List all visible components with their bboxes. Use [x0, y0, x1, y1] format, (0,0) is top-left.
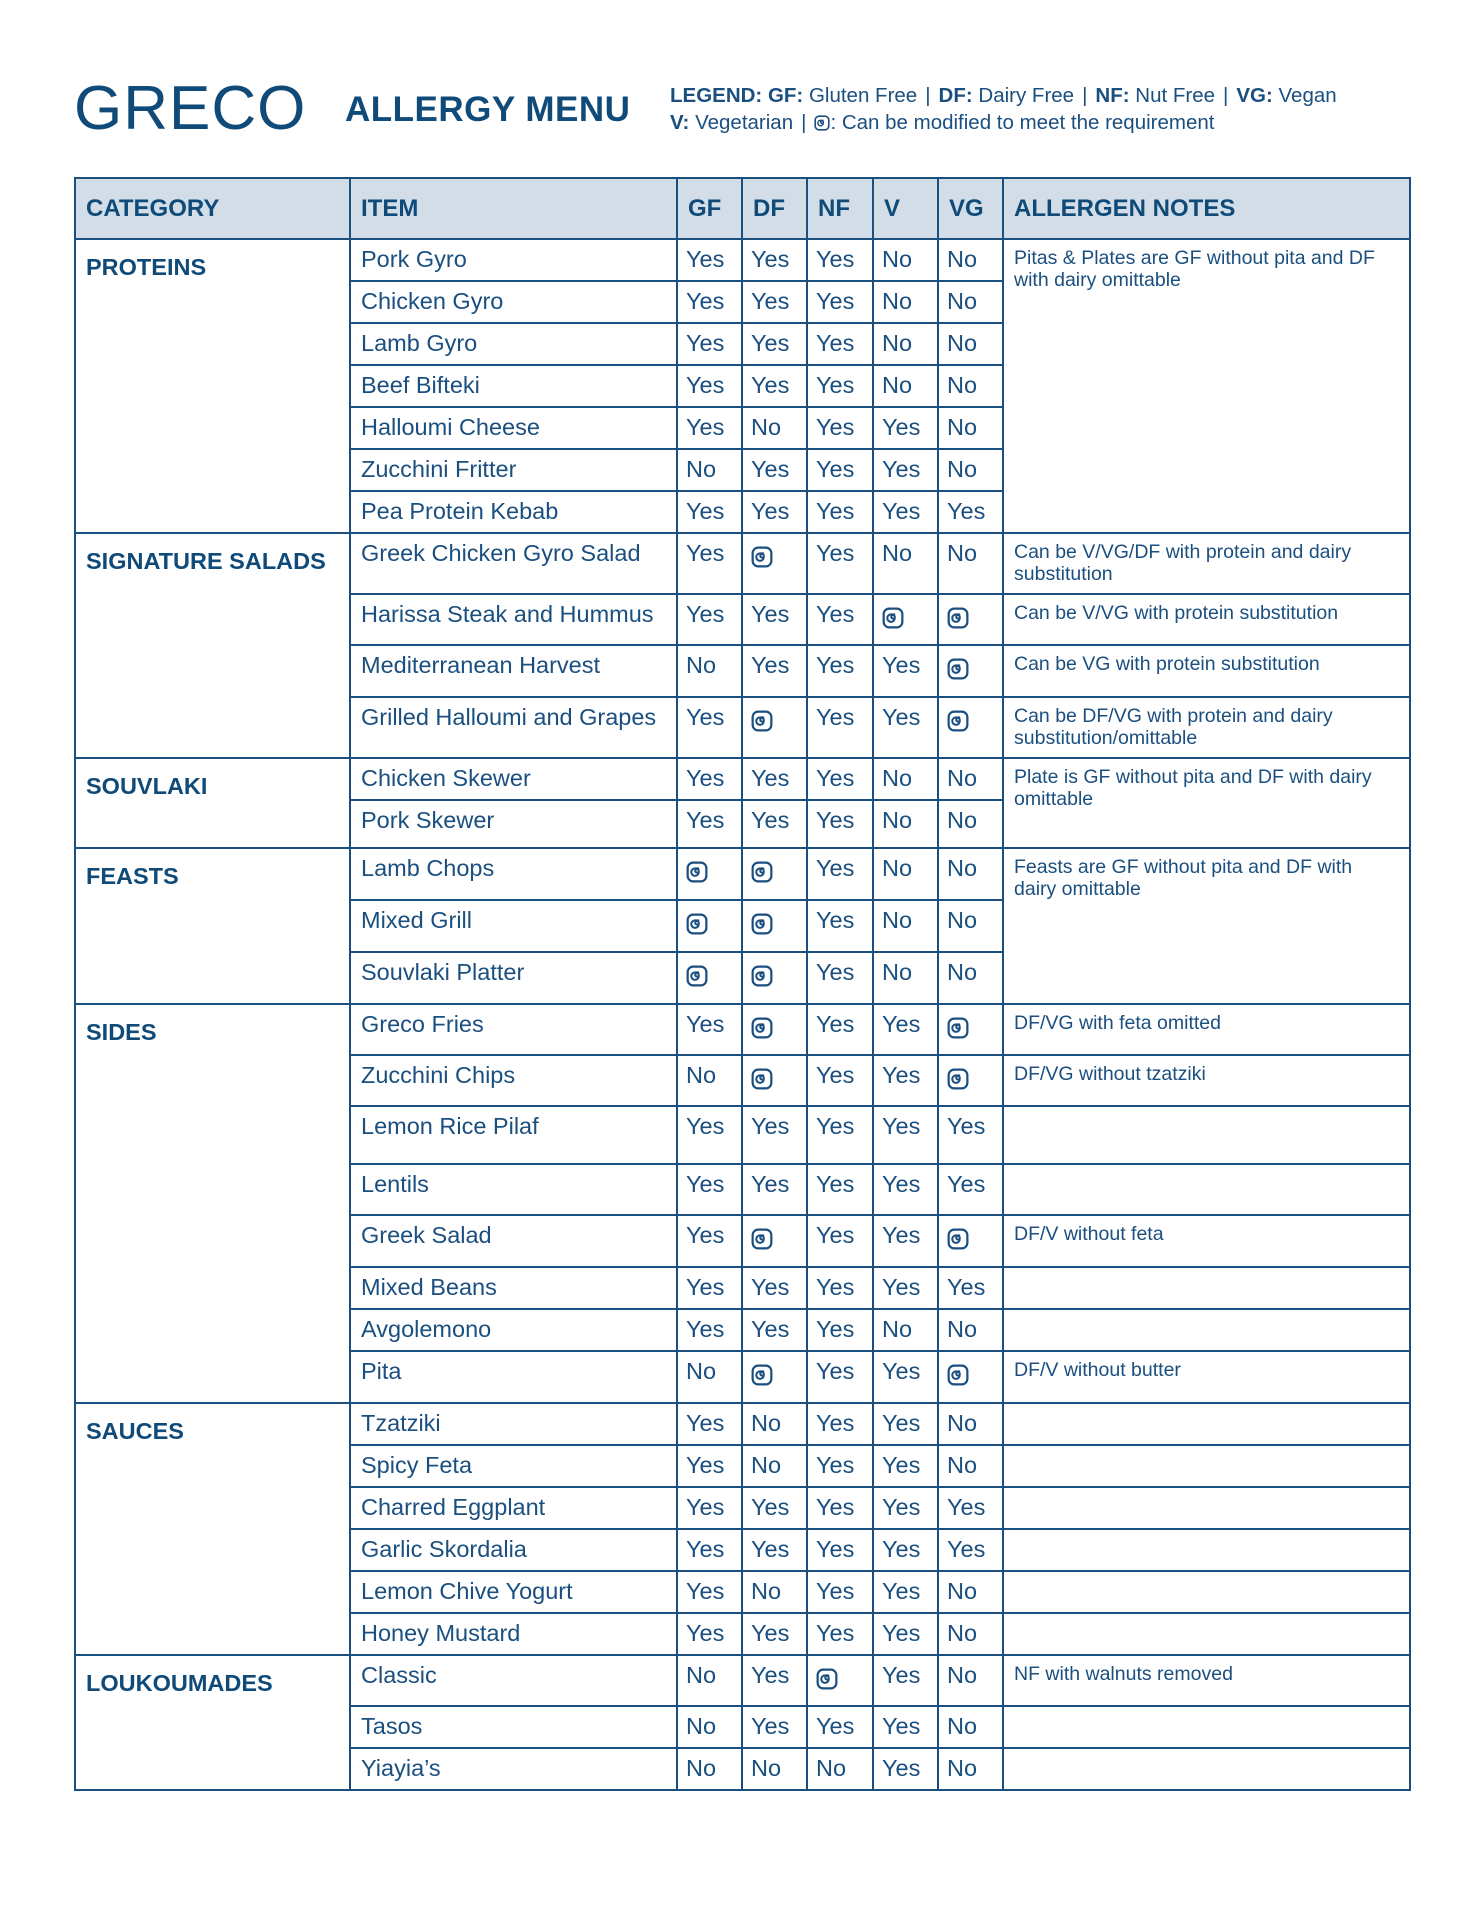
header-v: V	[873, 178, 938, 239]
vg-value: No	[938, 239, 1003, 281]
nf-value: Yes	[807, 533, 873, 594]
spiral-icon	[947, 1068, 969, 1090]
gf-value: Yes	[677, 1403, 742, 1445]
gf-value: Yes	[677, 1445, 742, 1487]
vg-cell	[938, 1004, 1003, 1055]
nf-value: Yes	[807, 365, 873, 407]
header-vg: VG	[938, 178, 1003, 239]
v-value: Yes	[873, 1748, 938, 1790]
df-cell	[742, 1351, 807, 1403]
vg-value: No	[938, 365, 1003, 407]
category-cell: PROTEINS	[75, 239, 350, 533]
vg-cell	[938, 1351, 1003, 1403]
category-cell: LOUKOUMADES	[75, 1655, 350, 1790]
v-value: Yes	[873, 449, 938, 491]
legend-df: Dairy Free	[978, 84, 1075, 107]
legend-line-1: LEGEND: GF: Gluten Free | DF: Dairy Free | NF: Nut Free | VG: Vegan	[670, 84, 1337, 107]
nf-value: Yes	[807, 1403, 873, 1445]
table-row	[75, 533, 1410, 594]
vg-value: Yes	[938, 1487, 1003, 1529]
table-row	[75, 1004, 1410, 1055]
item-name: Yiayia’s	[350, 1748, 677, 1790]
nf-value: Yes	[807, 800, 873, 848]
allergy-table	[74, 177, 1411, 1791]
v-value: Yes	[873, 1529, 938, 1571]
spiral-icon	[751, 1228, 773, 1250]
gf-value: No	[677, 1351, 742, 1403]
spiral-icon	[947, 710, 969, 732]
gf-value: Yes	[677, 239, 742, 281]
legend-gf: Gluten Free	[808, 84, 918, 107]
vg-value: Yes	[938, 1106, 1003, 1164]
vg-value: No	[938, 900, 1003, 952]
spiral-icon	[816, 1668, 838, 1690]
item-name: Pork Gyro	[350, 239, 677, 281]
v-value: Yes	[873, 1106, 938, 1164]
item-name: Tzatziki	[350, 1403, 677, 1445]
spiral-icon	[882, 607, 904, 629]
item-name: Lamb Chops	[350, 848, 677, 900]
item-name: Charred Eggplant	[350, 1487, 677, 1529]
spiral-icon	[751, 861, 773, 883]
legend	[670, 82, 1337, 138]
vg-value: No	[938, 1748, 1003, 1790]
item-name: Greco Fries	[350, 1004, 677, 1055]
item-name: Avgolemono	[350, 1309, 677, 1351]
table-row	[75, 1403, 1410, 1445]
vg-value: Yes	[938, 491, 1003, 533]
allergen-note: DF/VG with feta omitted	[1003, 1004, 1410, 1055]
df-value: Yes	[742, 239, 807, 281]
df-value: No	[742, 1571, 807, 1613]
v-cell	[873, 594, 938, 645]
category-cell: SAUCES	[75, 1403, 350, 1655]
df-value: No	[742, 407, 807, 449]
spiral-icon	[947, 1364, 969, 1386]
legend-mod: : Can be modified to meet the requirement	[830, 111, 1215, 134]
gf-value: No	[677, 1748, 742, 1790]
df-value: No	[742, 1445, 807, 1487]
vg-value: No	[938, 952, 1003, 1004]
v-value: Yes	[873, 1706, 938, 1748]
legend-v: Vegetarian	[695, 111, 794, 134]
category-cell: SIGNATURE SALADS	[75, 533, 350, 758]
v-value: No	[873, 900, 938, 952]
allergen-note	[1003, 1613, 1410, 1655]
spiral-icon	[947, 607, 969, 629]
spiral-icon	[686, 965, 708, 987]
allergen-note: Plate is GF without pita and DF with dairy omittable	[1003, 758, 1410, 848]
gf-value: Yes	[677, 491, 742, 533]
item-name: Souvlaki Platter	[350, 952, 677, 1004]
spiral-icon	[686, 913, 708, 935]
nf-value: Yes	[807, 697, 873, 758]
header-df: DF	[742, 178, 807, 239]
vg-value: No	[938, 758, 1003, 800]
df-value: Yes	[742, 1106, 807, 1164]
gf-value: Yes	[677, 1309, 742, 1351]
v-value: Yes	[873, 1267, 938, 1309]
vg-cell	[938, 1215, 1003, 1267]
vg-cell	[938, 697, 1003, 758]
vg-value: No	[938, 1655, 1003, 1706]
v-value: No	[873, 239, 938, 281]
df-cell	[742, 848, 807, 900]
spiral-icon	[751, 710, 773, 732]
nf-value: Yes	[807, 239, 873, 281]
gf-value: Yes	[677, 323, 742, 365]
allergen-note	[1003, 1106, 1410, 1164]
v-value: Yes	[873, 1215, 938, 1267]
vg-value: No	[938, 1309, 1003, 1351]
vg-value: No	[938, 1571, 1003, 1613]
header-nf: NF	[807, 178, 873, 239]
item-name: Pea Protein Kebab	[350, 491, 677, 533]
allergen-note	[1003, 1706, 1410, 1748]
category-cell: SOUVLAKI	[75, 758, 350, 848]
item-name: Pork Skewer	[350, 800, 677, 848]
df-cell	[742, 1055, 807, 1106]
legend-label: LEGEND:	[670, 84, 763, 107]
spiral-icon	[751, 1017, 773, 1039]
vg-cell	[938, 1055, 1003, 1106]
gf-value: Yes	[677, 407, 742, 449]
df-cell	[742, 952, 807, 1004]
df-value: Yes	[742, 323, 807, 365]
vg-cell	[938, 594, 1003, 645]
v-value: Yes	[873, 1403, 938, 1445]
nf-value: Yes	[807, 1613, 873, 1655]
nf-value: Yes	[807, 952, 873, 1004]
legend-df-key: DF:	[938, 84, 973, 107]
spiral-icon	[686, 861, 708, 883]
allergen-note	[1003, 1403, 1410, 1445]
allergen-note: Can be DF/VG with protein and dairy substitution/omittable	[1003, 697, 1410, 758]
vg-value: No	[938, 533, 1003, 594]
vg-value: No	[938, 407, 1003, 449]
vg-value: No	[938, 281, 1003, 323]
table-row	[75, 848, 1410, 900]
nf-value: No	[807, 1748, 873, 1790]
nf-value: Yes	[807, 1215, 873, 1267]
gf-value: No	[677, 449, 742, 491]
item-name: Lemon Chive Yogurt	[350, 1571, 677, 1613]
gf-value: No	[677, 645, 742, 697]
v-value: Yes	[873, 1487, 938, 1529]
vg-value: No	[938, 323, 1003, 365]
legend-vg-key: VG:	[1236, 84, 1273, 107]
item-name: Chicken Skewer	[350, 758, 677, 800]
legend-nf-key: NF:	[1095, 84, 1130, 107]
spiral-icon	[751, 913, 773, 935]
vg-value: No	[938, 1613, 1003, 1655]
allergen-note	[1003, 1571, 1410, 1613]
allergen-note: Can be V/VG/DF with protein and dairy substitution	[1003, 533, 1410, 594]
item-name: Zucchini Chips	[350, 1055, 677, 1106]
nf-value: Yes	[807, 1445, 873, 1487]
df-value: Yes	[742, 594, 807, 645]
item-name: Chicken Gyro	[350, 281, 677, 323]
nf-value: Yes	[807, 1267, 873, 1309]
table-row	[75, 239, 1410, 281]
vg-value: No	[938, 848, 1003, 900]
gf-value: Yes	[677, 1215, 742, 1267]
df-value: Yes	[742, 800, 807, 848]
gf-value: Yes	[677, 365, 742, 407]
nf-value: Yes	[807, 900, 873, 952]
nf-value: Yes	[807, 1004, 873, 1055]
df-cell	[742, 1215, 807, 1267]
df-cell	[742, 900, 807, 952]
item-name: Garlic Skordalia	[350, 1529, 677, 1571]
gf-value: Yes	[677, 281, 742, 323]
df-value: Yes	[742, 281, 807, 323]
allergen-note: DF/V without feta	[1003, 1215, 1410, 1267]
df-value: Yes	[742, 1613, 807, 1655]
legend-nf: Nut Free	[1135, 84, 1216, 107]
vg-value: No	[938, 1403, 1003, 1445]
df-cell	[742, 533, 807, 594]
allergen-note: DF/VG without tzatziki	[1003, 1055, 1410, 1106]
item-name: Mixed Grill	[350, 900, 677, 952]
item-name: Grilled Halloumi and Grapes	[350, 697, 677, 758]
legend-line-2: V: Vegetarian | : Can be modified to meet the requirement	[670, 109, 1337, 138]
v-value: No	[873, 952, 938, 1004]
allergen-note	[1003, 1529, 1410, 1571]
v-value: Yes	[873, 1655, 938, 1706]
v-value: No	[873, 758, 938, 800]
item-name: Mixed Beans	[350, 1267, 677, 1309]
header-category: CATEGORY	[75, 178, 350, 239]
allergen-note	[1003, 1309, 1410, 1351]
df-cell	[742, 697, 807, 758]
gf-value: Yes	[677, 1164, 742, 1215]
nf-value: Yes	[807, 758, 873, 800]
v-value: Yes	[873, 407, 938, 449]
item-name: Lemon Rice Pilaf	[350, 1106, 677, 1164]
v-value: Yes	[873, 1571, 938, 1613]
df-value: Yes	[742, 1487, 807, 1529]
gf-value: Yes	[677, 594, 742, 645]
vg-value: No	[938, 1445, 1003, 1487]
spiral-icon	[947, 1228, 969, 1250]
allergen-note: Can be V/VG with protein substitution	[1003, 594, 1410, 645]
allergen-note: Can be VG with protein substitution	[1003, 645, 1410, 697]
df-value: Yes	[742, 1267, 807, 1309]
nf-value: Yes	[807, 594, 873, 645]
gf-cell	[677, 900, 742, 952]
df-value: Yes	[742, 1309, 807, 1351]
nf-value: Yes	[807, 1529, 873, 1571]
nf-cell	[807, 1655, 873, 1706]
v-value: Yes	[873, 1004, 938, 1055]
category-cell: FEASTS	[75, 848, 350, 1004]
gf-value: Yes	[677, 800, 742, 848]
gf-value: Yes	[677, 1613, 742, 1655]
spiral-icon	[751, 1068, 773, 1090]
legend-vg: Vegan	[1278, 84, 1337, 107]
nf-value: Yes	[807, 1571, 873, 1613]
nf-value: Yes	[807, 1487, 873, 1529]
df-value: No	[742, 1403, 807, 1445]
nf-value: Yes	[807, 281, 873, 323]
v-value: Yes	[873, 1445, 938, 1487]
v-value: No	[873, 533, 938, 594]
df-value: Yes	[742, 1529, 807, 1571]
vg-value: No	[938, 449, 1003, 491]
item-name: Tasos	[350, 1706, 677, 1748]
v-value: No	[873, 800, 938, 848]
vg-value: No	[938, 800, 1003, 848]
brand-logo: GRECO	[74, 74, 307, 143]
nf-value: Yes	[807, 1106, 873, 1164]
nf-value: Yes	[807, 323, 873, 365]
v-value: Yes	[873, 1055, 938, 1106]
nf-value: Yes	[807, 645, 873, 697]
spiral-icon	[814, 111, 830, 138]
header-allergen-notes: ALLERGEN NOTES	[1003, 178, 1410, 239]
v-value: Yes	[873, 1613, 938, 1655]
item-name: Halloumi Cheese	[350, 407, 677, 449]
v-value: Yes	[873, 1351, 938, 1403]
nf-value: Yes	[807, 407, 873, 449]
allergen-note	[1003, 1487, 1410, 1529]
legend-gf-key: GF:	[767, 84, 804, 107]
allergen-note: DF/V without butter	[1003, 1351, 1410, 1403]
spiral-icon	[751, 965, 773, 987]
vg-value: No	[938, 1706, 1003, 1748]
nf-value: Yes	[807, 848, 873, 900]
item-name: Spicy Feta	[350, 1445, 677, 1487]
df-value: Yes	[742, 1706, 807, 1748]
gf-value: No	[677, 1706, 742, 1748]
nf-value: Yes	[807, 491, 873, 533]
table-row	[75, 1655, 1410, 1706]
df-value: Yes	[742, 645, 807, 697]
item-name: Lamb Gyro	[350, 323, 677, 365]
allergen-note	[1003, 1267, 1410, 1309]
table-row	[75, 758, 1410, 800]
v-value: Yes	[873, 1164, 938, 1215]
df-value: Yes	[742, 491, 807, 533]
legend-v-key: V:	[670, 111, 690, 134]
gf-value: Yes	[677, 697, 742, 758]
gf-value: Yes	[677, 533, 742, 594]
v-value: No	[873, 365, 938, 407]
nf-value: Yes	[807, 1351, 873, 1403]
item-name: Zucchini Fritter	[350, 449, 677, 491]
df-value: Yes	[742, 1164, 807, 1215]
df-value: Yes	[742, 758, 807, 800]
item-name: Greek Salad	[350, 1215, 677, 1267]
gf-value: Yes	[677, 1571, 742, 1613]
gf-value: Yes	[677, 1004, 742, 1055]
vg-value: Yes	[938, 1267, 1003, 1309]
spiral-icon	[947, 1017, 969, 1039]
item-name: Beef Bifteki	[350, 365, 677, 407]
gf-value: Yes	[677, 1487, 742, 1529]
item-name: Classic	[350, 1655, 677, 1706]
gf-value: Yes	[677, 1106, 742, 1164]
vg-value: Yes	[938, 1529, 1003, 1571]
spiral-icon	[947, 658, 969, 680]
page-title: ALLERGY MENU	[345, 90, 631, 129]
item-name: Honey Mustard	[350, 1613, 677, 1655]
df-cell	[742, 1004, 807, 1055]
df-value: No	[742, 1748, 807, 1790]
v-value: Yes	[873, 697, 938, 758]
item-name: Harissa Steak and Hummus	[350, 594, 677, 645]
allergen-note	[1003, 1445, 1410, 1487]
item-name: Pita	[350, 1351, 677, 1403]
v-value: No	[873, 323, 938, 365]
gf-cell	[677, 952, 742, 1004]
allergen-note: Feasts are GF without pita and DF with dairy omittable	[1003, 848, 1410, 1004]
nf-value: Yes	[807, 1055, 873, 1106]
v-value: Yes	[873, 491, 938, 533]
vg-cell	[938, 645, 1003, 697]
item-name: Greek Chicken Gyro Salad	[350, 533, 677, 594]
gf-value: Yes	[677, 758, 742, 800]
v-value: No	[873, 848, 938, 900]
gf-value: Yes	[677, 1529, 742, 1571]
spiral-icon	[751, 546, 773, 568]
v-value: No	[873, 281, 938, 323]
v-value: No	[873, 1309, 938, 1351]
allergen-note: Pitas & Plates are GF without pita and DF with dairy omittable	[1003, 239, 1410, 533]
item-name: Lentils	[350, 1164, 677, 1215]
allergen-note	[1003, 1164, 1410, 1215]
df-value: Yes	[742, 449, 807, 491]
gf-value: No	[677, 1655, 742, 1706]
df-value: Yes	[742, 1655, 807, 1706]
nf-value: Yes	[807, 1706, 873, 1748]
header-row	[75, 178, 1410, 239]
v-value: Yes	[873, 645, 938, 697]
nf-value: Yes	[807, 449, 873, 491]
nf-value: Yes	[807, 1309, 873, 1351]
header-item: ITEM	[350, 178, 677, 239]
allergen-note	[1003, 1748, 1410, 1790]
nf-value: Yes	[807, 1164, 873, 1215]
gf-cell	[677, 848, 742, 900]
item-name: Mediterranean Harvest	[350, 645, 677, 697]
df-value: Yes	[742, 365, 807, 407]
gf-value: No	[677, 1055, 742, 1106]
category-cell: SIDES	[75, 1004, 350, 1403]
gf-value: Yes	[677, 1267, 742, 1309]
allergen-note: NF with walnuts removed	[1003, 1655, 1410, 1706]
header-gf: GF	[677, 178, 742, 239]
vg-value: Yes	[938, 1164, 1003, 1215]
spiral-icon	[751, 1364, 773, 1386]
